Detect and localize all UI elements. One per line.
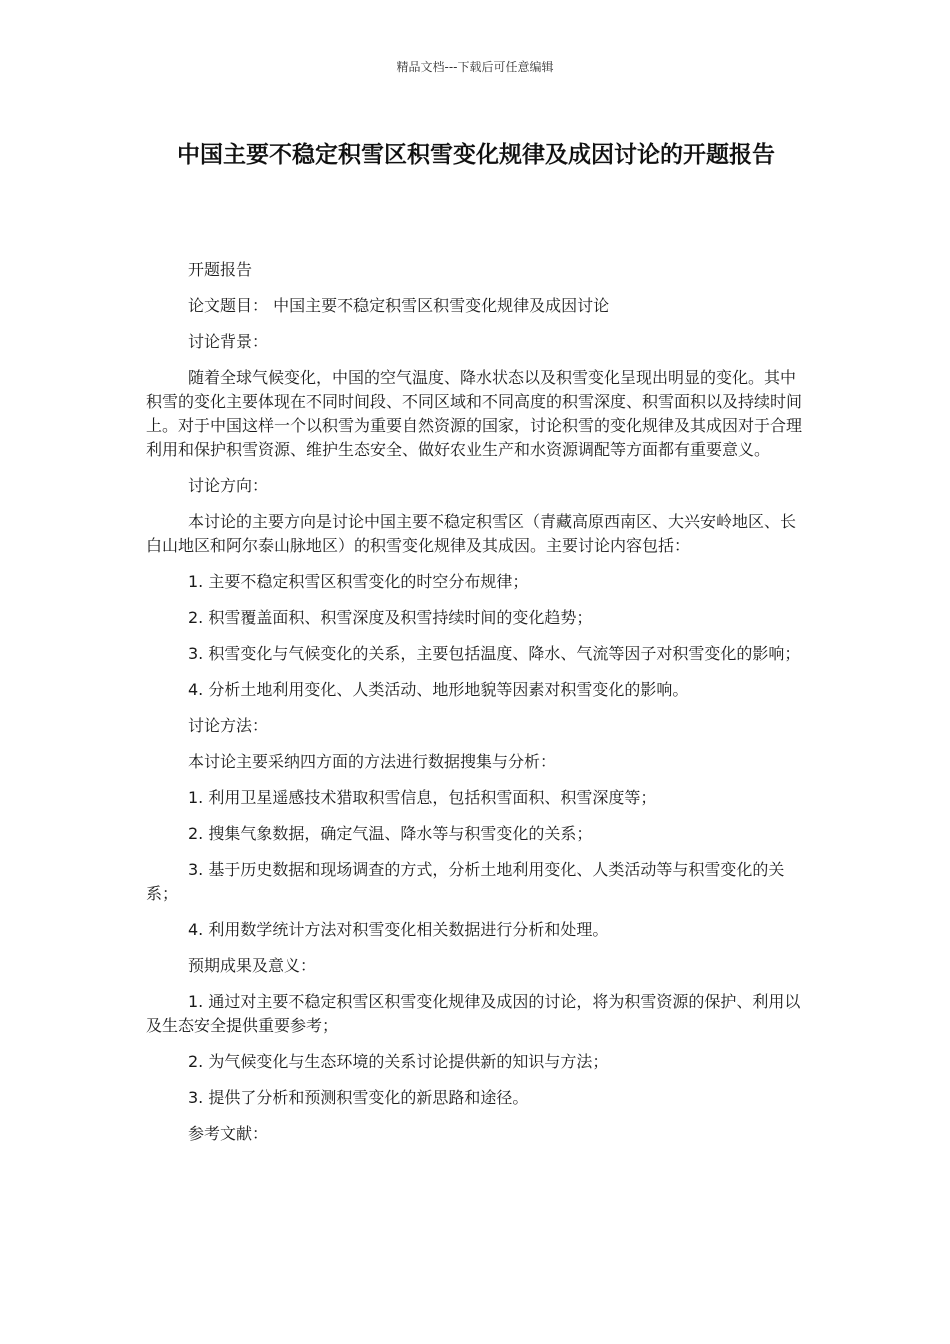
heading-outcomes: 预期成果及意义： <box>188 956 317 975</box>
header-note: 精品文档---下载后可任意编辑 <box>396 60 554 74</box>
heading-references: 参考文献： <box>188 1124 269 1143</box>
direction-item: 4. 分析土地利用变化、人类活动、地形地貌等因素对积雪变化的影响。 <box>188 680 689 699</box>
method-item: 1. 利用卫星遥感技术猎取积雪信息，包括积雪面积、积雪深度等； <box>188 788 657 807</box>
thesis-topic: 论文题目： 中国主要不稳定积雪区积雪变化规律及成因讨论 <box>188 296 610 315</box>
method-item: 2. 搜集气象数据，确定气温、降水等与积雪变化的关系； <box>188 824 593 843</box>
heading-method: 讨论方法： <box>188 716 269 735</box>
heading-direction: 讨论方向： <box>188 476 269 495</box>
document-title: 中国主要不稳定积雪区积雪变化规律及成因讨论的开题报告 <box>177 142 775 168</box>
method-intro: 本讨论主要采纳四方面的方法进行数据搜集与分析： <box>188 752 557 771</box>
document-body <box>146 258 806 1158</box>
direction-item: 2. 积雪覆盖面积、积雪深度及积雪持续时间的变化趋势； <box>188 608 593 627</box>
heading-background: 讨论背景： <box>188 332 269 351</box>
method-item: 3. 基于历史数据和现场调查的方式，分析土地利用变化、人类活动等与积雪变化的关系； <box>146 860 785 903</box>
outcome-item: 1. 通过对主要不稳定积雪区积雪变化规律及成因的讨论，将为积雪资源的保护、利用以及生态安全提供重要参考； <box>146 992 801 1035</box>
direction-item: 1. 主要不稳定积雪区积雪变化的时空分布规律； <box>188 572 529 591</box>
outcome-item: 3. 提供了分析和预测积雪变化的新思路和途径。 <box>188 1088 529 1107</box>
outcome-item: 2. 为气候变化与生态环境的关系讨论提供新的知识与方法； <box>188 1052 609 1071</box>
method-item: 4. 利用数学统计方法对积雪变化相关数据进行分析和处理。 <box>188 920 609 939</box>
section-label-report: 开题报告 <box>188 260 253 279</box>
direction-item: 3. 积雪变化与气候变化的关系，主要包括温度、降水、气流等因子对积雪变化的影响； <box>188 644 801 663</box>
direction-paragraph: 本讨论的主要方向是讨论中国主要不稳定积雪区（青藏高原西南区、大兴安岭地区、长白山地区和阿尔泰山脉地区）的积雪变化规律及其成因。主要讨论内容包括： <box>146 512 797 555</box>
background-paragraph: 随着全球气候变化，中国的空气温度、降水状态以及积雪变化呈现出明显的变化。其中积雪的变化主要体现在不同时间段、不同区域和不同高度的积雪深度、积雪面积以及持续时间上。对于中国这样一个以积雪为重要自然资源的国家，讨论积雪的变化规律及其成因对于合理利用和保护积雪资源、维护生态安全、做好农业生产和水资源调配等方面都有重要意义。 <box>146 368 803 459</box>
